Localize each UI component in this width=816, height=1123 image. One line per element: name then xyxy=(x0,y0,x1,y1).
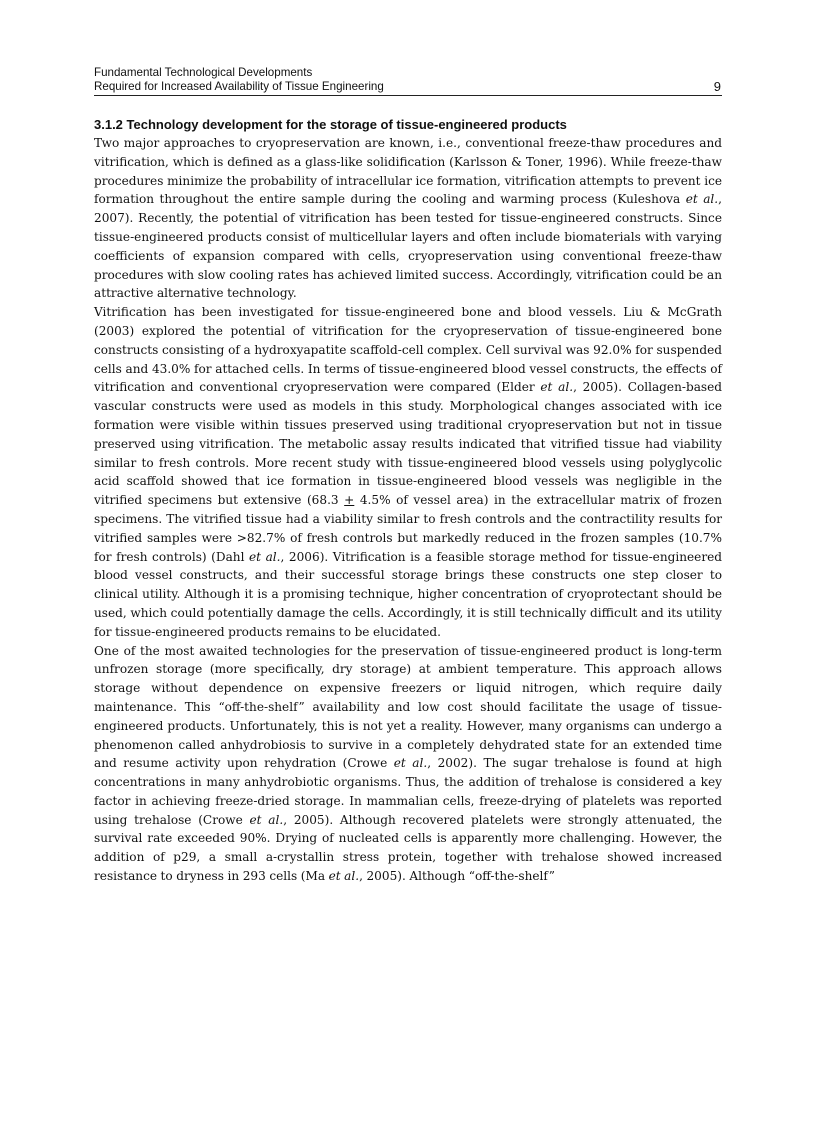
p3-et-al-1: et al. xyxy=(393,756,428,771)
page-number: 9 xyxy=(713,78,721,94)
main-content xyxy=(94,116,722,886)
p2-text-3: 4.5% of vessel area) in the extracellular matrix of frozen specimens. The vitrified tissue had a viability similar to fresh controls and the contractility results for vitrified samples were >82.7% of fresh controls but markedly reduced in the frozen samples (10.7% for fresh controls) (Dahl xyxy=(94,493,722,564)
plus-minus-symbol: + xyxy=(344,493,355,508)
p3-et-al-3: et al. xyxy=(328,869,360,884)
p3-text-2: , 2002). The sugar trehalose is found at high concentrations in many anhydrobiotic organisms. Thus, the addition of trehalose is considered a key factor in achieving freeze-dried storage. In mammalian cells, freeze-drying of platelets was reported using trehalose (Crowe xyxy=(94,756,723,827)
p2-text-1: Vitrification has been investigated for tissue-engineered bone and blood vessels. Liu & McGrath (2003) explored the potential of vitrification for the cryopreservation of tissue-engineered bone constructs consisting of a hydroxyapatite scaffold-cell complex. Cell survival was 92.0% for suspended cells and 43.0% for attached cells. In terms of tissue-engineered blood vessel constructs, the effects of vitrification and conventional cryopreservation were compared (Elder xyxy=(94,305,722,395)
header-line-1: Fundamental Technological Developments xyxy=(94,66,313,79)
p2-text-4: , 2006). Vitrification is a feasible storage method for tissue-engineered blood vessel constructs, and their successful storage brings these constructs one step closer to clinical utility. Although it is a promising technique, higher concentration of cryoprotectant should be used, which could potentially damage the cells. Accordingly, it is still technically difficult and its utility for tissue-engineered products remains to be elucidated. xyxy=(94,549,722,639)
p1-text-1: Two major approaches to cryopreservation are known, i.e., conventional freeze-thaw procedures and vitrification, which is defined as a glass-like solidification (Karlsson & Toner, 1996). While freeze-thaw procedures minimize the probability of intracellular ice formation, vitrification attempts to prevent ice formation throughout the entire sample during the cooling and warming process (Kuleshova xyxy=(94,136,722,207)
section-heading: 3.1.2 Technology development for the storage of tissue-engineered products xyxy=(94,117,567,132)
paragraph-2 xyxy=(94,303,722,641)
p3-text-3: , 2005). Although recovered platelets were strongly attenuated, the survival rate exceeded 90%. Drying of nucleated cells is apparently more challenging. However, the addition of p29, a small a-crystallin stress protein, together with trehalose showed increased resistance to dryness in 293 cells (Ma xyxy=(94,812,722,884)
p1-text-2: , 2007). Recently, the potential of vitrification has been tested for tissue-engineered constructs. Since tissue-engineered products consist of multicellular layers and often include biomaterials with varying coefficients of expansion compared with cells, cryopreservation using conventional freeze-thaw procedures with slow cooling rates has achieved limited success. Accordingly, vitrification could be an attractive alternative technology. xyxy=(94,192,722,301)
p1-et-al-1: et al. xyxy=(685,192,719,207)
p2-text-2: , 2005). Collagen-based vascular constructs were used as models in this study. Morphological changes associated with ice formation were visible within tissues preserved using traditional cryopreservation but not in tissue preserved using vitrification. The metabolic assay results indicated that vitrified tissue had viability similar to fresh controls. More recent study with tissue-engineered blood vessels using polyglycolic acid scaffold showed that ice formation in tissue-engineered blood vessels was negligible in the vitrified specimens but extensive (68.3 xyxy=(94,380,723,508)
paragraph-3 xyxy=(94,642,722,886)
running-header xyxy=(94,66,722,96)
paragraph-1 xyxy=(94,134,722,303)
p3-et-al-2: et al. xyxy=(249,812,284,827)
p2-et-al-2: et al. xyxy=(249,549,281,564)
p2-et-al-1: et al. xyxy=(540,380,574,395)
p3-text-4: , 2005). Although “off-the-shelf” xyxy=(359,869,555,884)
p3-text-1: One of the most awaited technologies for the preservation of tissue-engineered product is long-term unfrozen storage (more specifically, dry storage) at ambient temperature. This approach allows storage without dependence on expensive freezers or liquid nitrogen, which require daily maintenance. This “off-the-shelf” availability and low cost should facilitate the usage of tissue-engineered products. Unfortunately, this is not yet a reality. However, many organisms can undergo a phenomenon called anhydrobiosis to survive in a completely dehydrated state for an extended time and resume activity upon rehydration (Crowe xyxy=(94,643,722,771)
header-line-2: Required for Increased Availability of Tissue Engineering xyxy=(94,79,384,93)
